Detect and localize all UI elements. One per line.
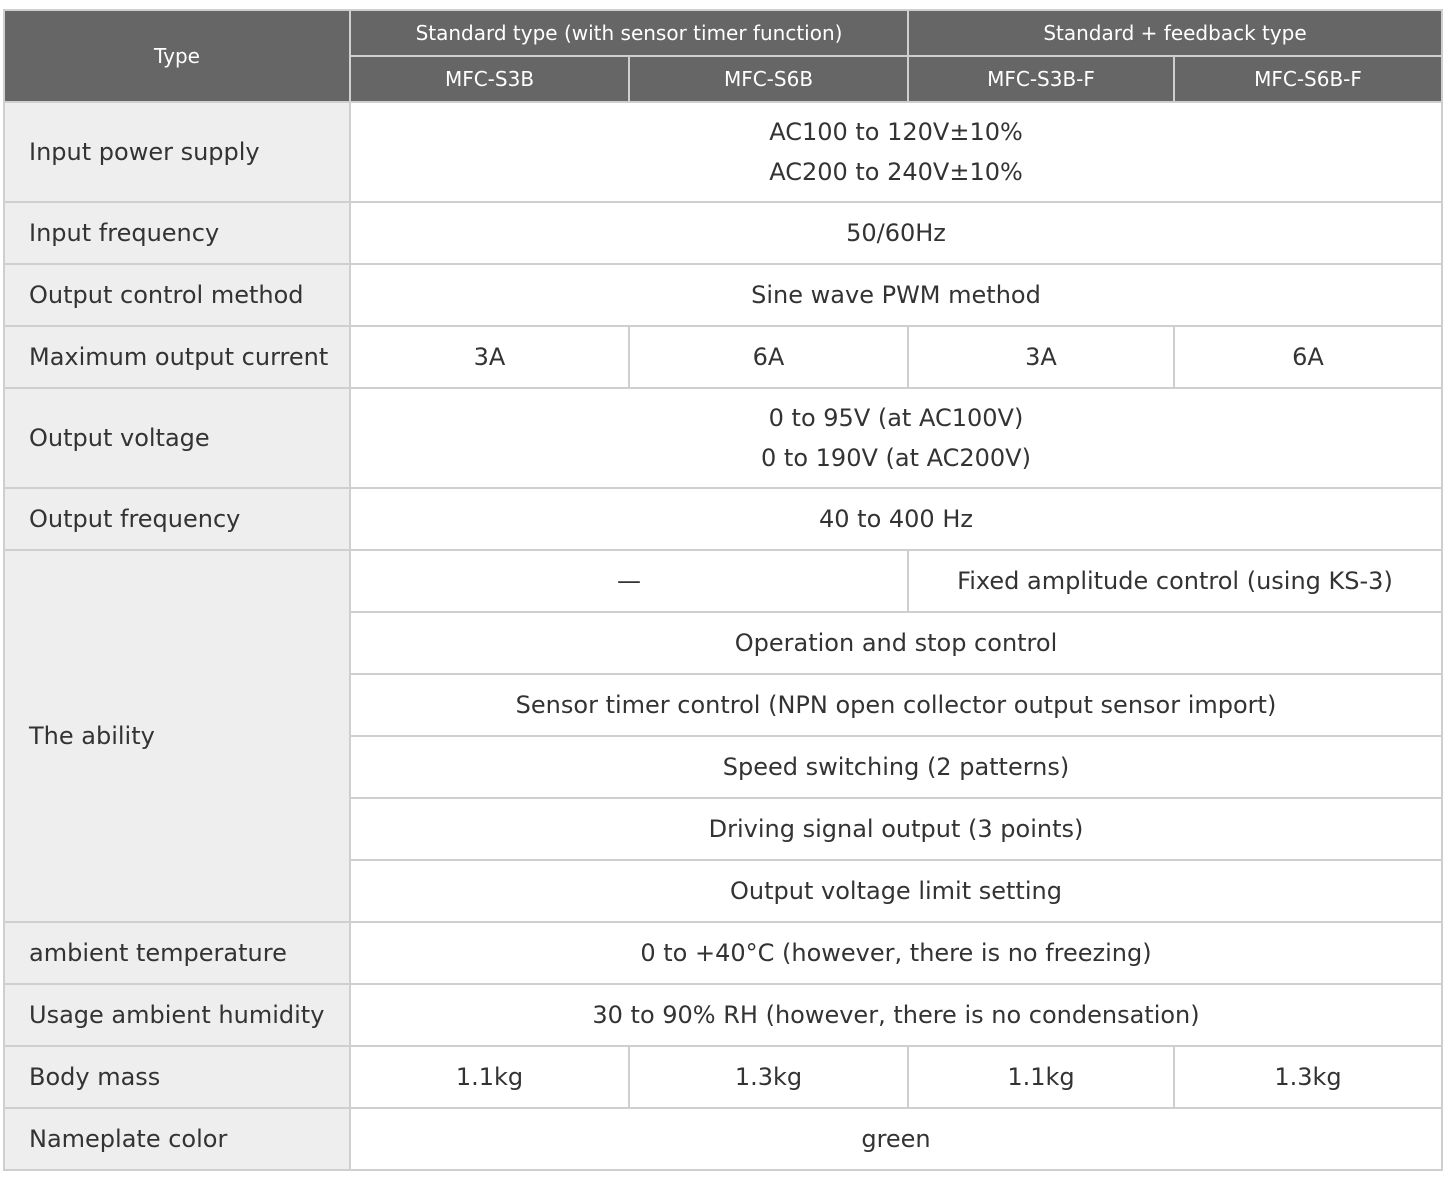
table-row	[4, 488, 1442, 550]
body-mass-cell: 1.3kg	[1174, 1046, 1442, 1108]
body-mass-cell: 1.3kg	[629, 1046, 908, 1108]
max-current-cell: 3A	[908, 326, 1174, 388]
table-row	[4, 264, 1442, 326]
table-row	[4, 922, 1442, 984]
ability-item: Speed switching (2 patterns)	[350, 736, 1442, 798]
row-label: Input frequency	[4, 202, 350, 264]
value-line: AC200 to 240V±10%	[769, 158, 1023, 186]
ability-standard-dash: —	[350, 550, 908, 612]
table-row	[4, 102, 1442, 202]
value-line: AC100 to 120V±10%	[769, 118, 1023, 146]
header-row-groups	[4, 10, 1442, 56]
spec-table	[3, 9, 1443, 1171]
ambient-temperature-value: 0 to +40°C (however, there is no freezing)	[350, 922, 1442, 984]
body-mass-cell: 1.1kg	[350, 1046, 629, 1108]
nameplate-color-value: green	[350, 1108, 1442, 1170]
row-label: Output control method	[4, 264, 350, 326]
header-type: Type	[4, 10, 350, 102]
ability-feedback-value: Fixed amplitude control (using KS-3)	[908, 550, 1442, 612]
max-current-cell: 6A	[629, 326, 908, 388]
value-line: 0 to 190V (at AC200V)	[761, 444, 1031, 472]
row-label: Maximum output current	[4, 326, 350, 388]
row-label: Input power supply	[4, 102, 350, 202]
ability-item: Operation and stop control	[350, 612, 1442, 674]
value-line: 0 to 95V (at AC100V)	[768, 404, 1024, 432]
output-frequency-value: 40 to 400 Hz	[350, 488, 1442, 550]
header-group-feedback: Standard + feedback type	[908, 10, 1442, 56]
table-row	[4, 388, 1442, 488]
max-current-cell: 3A	[350, 326, 629, 388]
header-model: MFC-S3B-F	[908, 56, 1174, 102]
table-row	[4, 1046, 1442, 1108]
row-label: Output frequency	[4, 488, 350, 550]
row-label: Nameplate color	[4, 1108, 350, 1170]
table-row	[4, 1108, 1442, 1170]
header-model: MFC-S6B-F	[1174, 56, 1442, 102]
max-current-cell: 6A	[1174, 326, 1442, 388]
ability-item: Output voltage limit setting	[350, 860, 1442, 922]
row-label: Usage ambient humidity	[4, 984, 350, 1046]
input-power-value	[350, 102, 1442, 202]
body-mass-cell: 1.1kg	[908, 1046, 1174, 1108]
row-label: Body mass	[4, 1046, 350, 1108]
header-model: MFC-S3B	[350, 56, 629, 102]
row-label: ambient temperature	[4, 922, 350, 984]
header-model: MFC-S6B	[629, 56, 908, 102]
ambient-humidity-value: 30 to 90% RH (however, there is no condensation)	[350, 984, 1442, 1046]
table-row	[4, 984, 1442, 1046]
table-row	[4, 550, 1442, 612]
input-frequency-value: 50/60Hz	[350, 202, 1442, 264]
ability-item: Sensor timer control (NPN open collector output sensor import)	[350, 674, 1442, 736]
table-row	[4, 202, 1442, 264]
row-label: Output voltage	[4, 388, 350, 488]
header-group-standard: Standard type (with sensor timer function)	[350, 10, 908, 56]
row-label: The ability	[4, 550, 350, 922]
table-row	[4, 326, 1442, 388]
output-control-value: Sine wave PWM method	[350, 264, 1442, 326]
ability-item: Driving signal output (3 points)	[350, 798, 1442, 860]
output-voltage-value	[350, 388, 1442, 488]
